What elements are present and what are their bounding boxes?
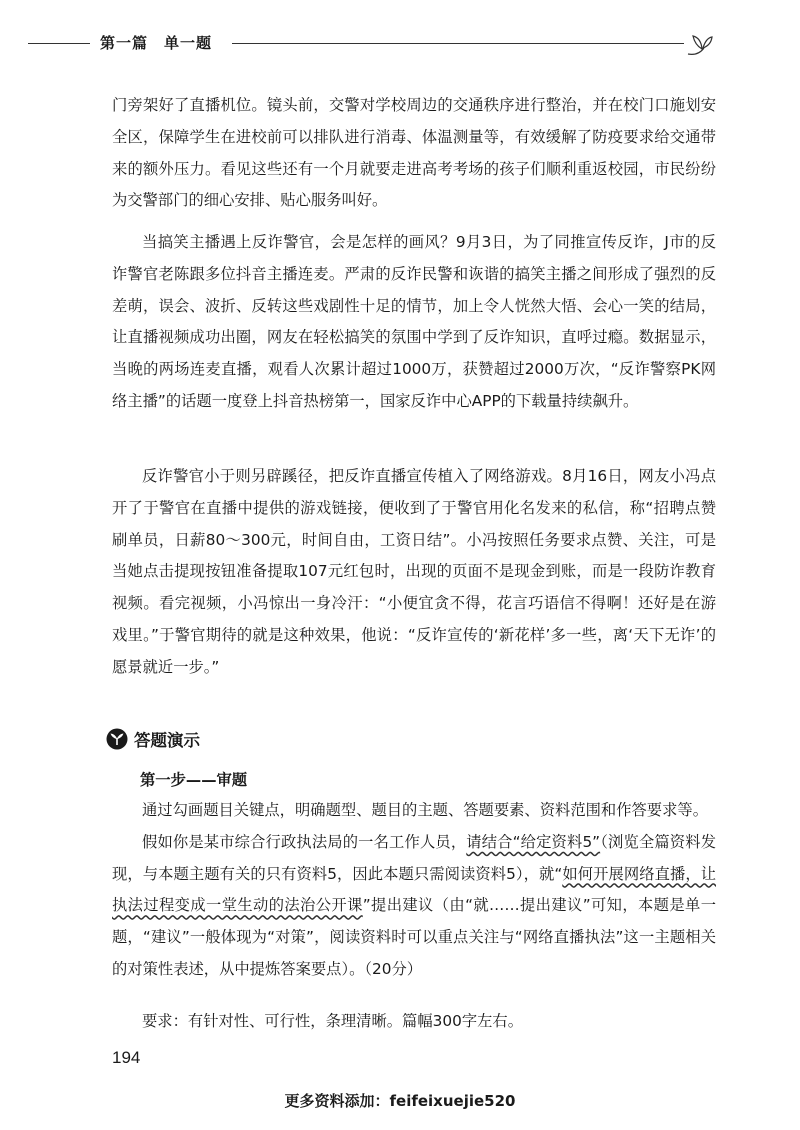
- paragraph-text: 反诈警官小于则另辟蹊径，把反诈直播宣传植入了网络游戏。8月16日，网友小冯点开了于警官在直播中提供的游戏链接，便收到了于警官用化名发来的私信，称“招聘点赞刷单员，日薪80～300元，时间自由，工资日结”。小冯按照任务要求点赞、关注，可是当她点击提现按钮准备提取107元红包时，出现的页面不是现金到账，而是一段防诈教育视频。看完视频，小冯惊出一身冷汗：“小便宜贪不得，花言巧语信不得啊！还好是在游戏里。”于警官期待的就是这种效果，他说：“反诈宣传的‘新花样’多一些，离‘天下无诈’的愿景就近一步。”: [112, 467, 716, 676]
- question-part: ”提出建议（由“就……提出建议”可知，本题是单一题，“建议”一般体现为“对策”，阅读资料时可以重点关注与“网络直播执法”这一主题相关的对策性表述，从中提炼答案要点）。（20分）: [112, 896, 716, 978]
- requirements: [112, 1006, 716, 1038]
- question-part: （浏览全篇资料发现，与本题主题有关的只有资料5，因此本题只需阅读资料5），就“: [112, 832, 716, 883]
- material-paragraph-2: [112, 227, 716, 418]
- paragraph-text: 当搞笑主播遇上反诈警官，会是怎样的画风？9月3日，为了同推宣传反诈，J市的反诈警官老陈跟多位抖音主播连麦。严肃的反诈民警和诙谐的搞笑主播之间形成了强烈的反差萌，误会、波折、反转这些戏剧性十足的情节，加上令人恍然大悟、会心一笑的结局，让直播视频成功出圈，网友在轻松搞笑的氛围中学到了反诈知识，直呼过瘾。数据显示，当晚的两场连麦直播，观看人次累计超过1000万，获赞超过2000万次，“反诈警察PK网络主播”的话题一度登上抖音热榜第一，国家反诈中心APP的下载量持续飙升。: [112, 233, 716, 410]
- analysis-intro: 通过勾画题目关键点，明确题型、题目的主题、答题要素、资料范围和作答要求等。: [142, 801, 708, 819]
- footer-note: 更多资料添加：feifeixuejie520: [284, 1092, 516, 1110]
- running-header: [0, 30, 800, 60]
- keyword-highlight: 如何开展网络直播，让执法过程变成一堂生动的法治公开课: [112, 864, 716, 915]
- requirements-text: 要求：有针对性、可行性，条理清晰。篇幅300字左右。: [142, 1012, 524, 1030]
- header-rule-left: [28, 43, 90, 44]
- page-number: 194: [112, 1048, 141, 1067]
- analysis-block: [112, 795, 716, 986]
- step-title: 第一步——审题: [140, 771, 248, 789]
- question-text: [112, 827, 716, 986]
- material-paragraph-3: [112, 461, 716, 684]
- material-paragraph-1: [112, 90, 716, 217]
- paragraph-text: 门旁架好了直播机位。镜头前，交警对学校周边的交通秩序进行整治，并在校门口施划安全区，保障学生在进校前可以排队进行消毒、体温测量等，有效缓解了防疫要求给交通带来的额外压力。看见这些还有一个月就要走进高考考场的孩子们顺利重返校园，市民纷纷为交警部门的细心安排、贴心服务叫好。: [112, 96, 716, 210]
- chapter-title: 第一篇 单一题: [100, 34, 213, 52]
- keyword-highlight: 请结合“给定资料5”: [466, 832, 601, 851]
- sprout-icon: [684, 30, 714, 60]
- header-rule-right: [232, 43, 684, 44]
- question-part: 假如你是某市综合行政执法局的一名工作人员，: [142, 832, 467, 851]
- sprout-badge-icon: [106, 728, 128, 750]
- answer-demo-title: 答题演示: [134, 731, 200, 750]
- answer-demo-heading: [106, 726, 200, 752]
